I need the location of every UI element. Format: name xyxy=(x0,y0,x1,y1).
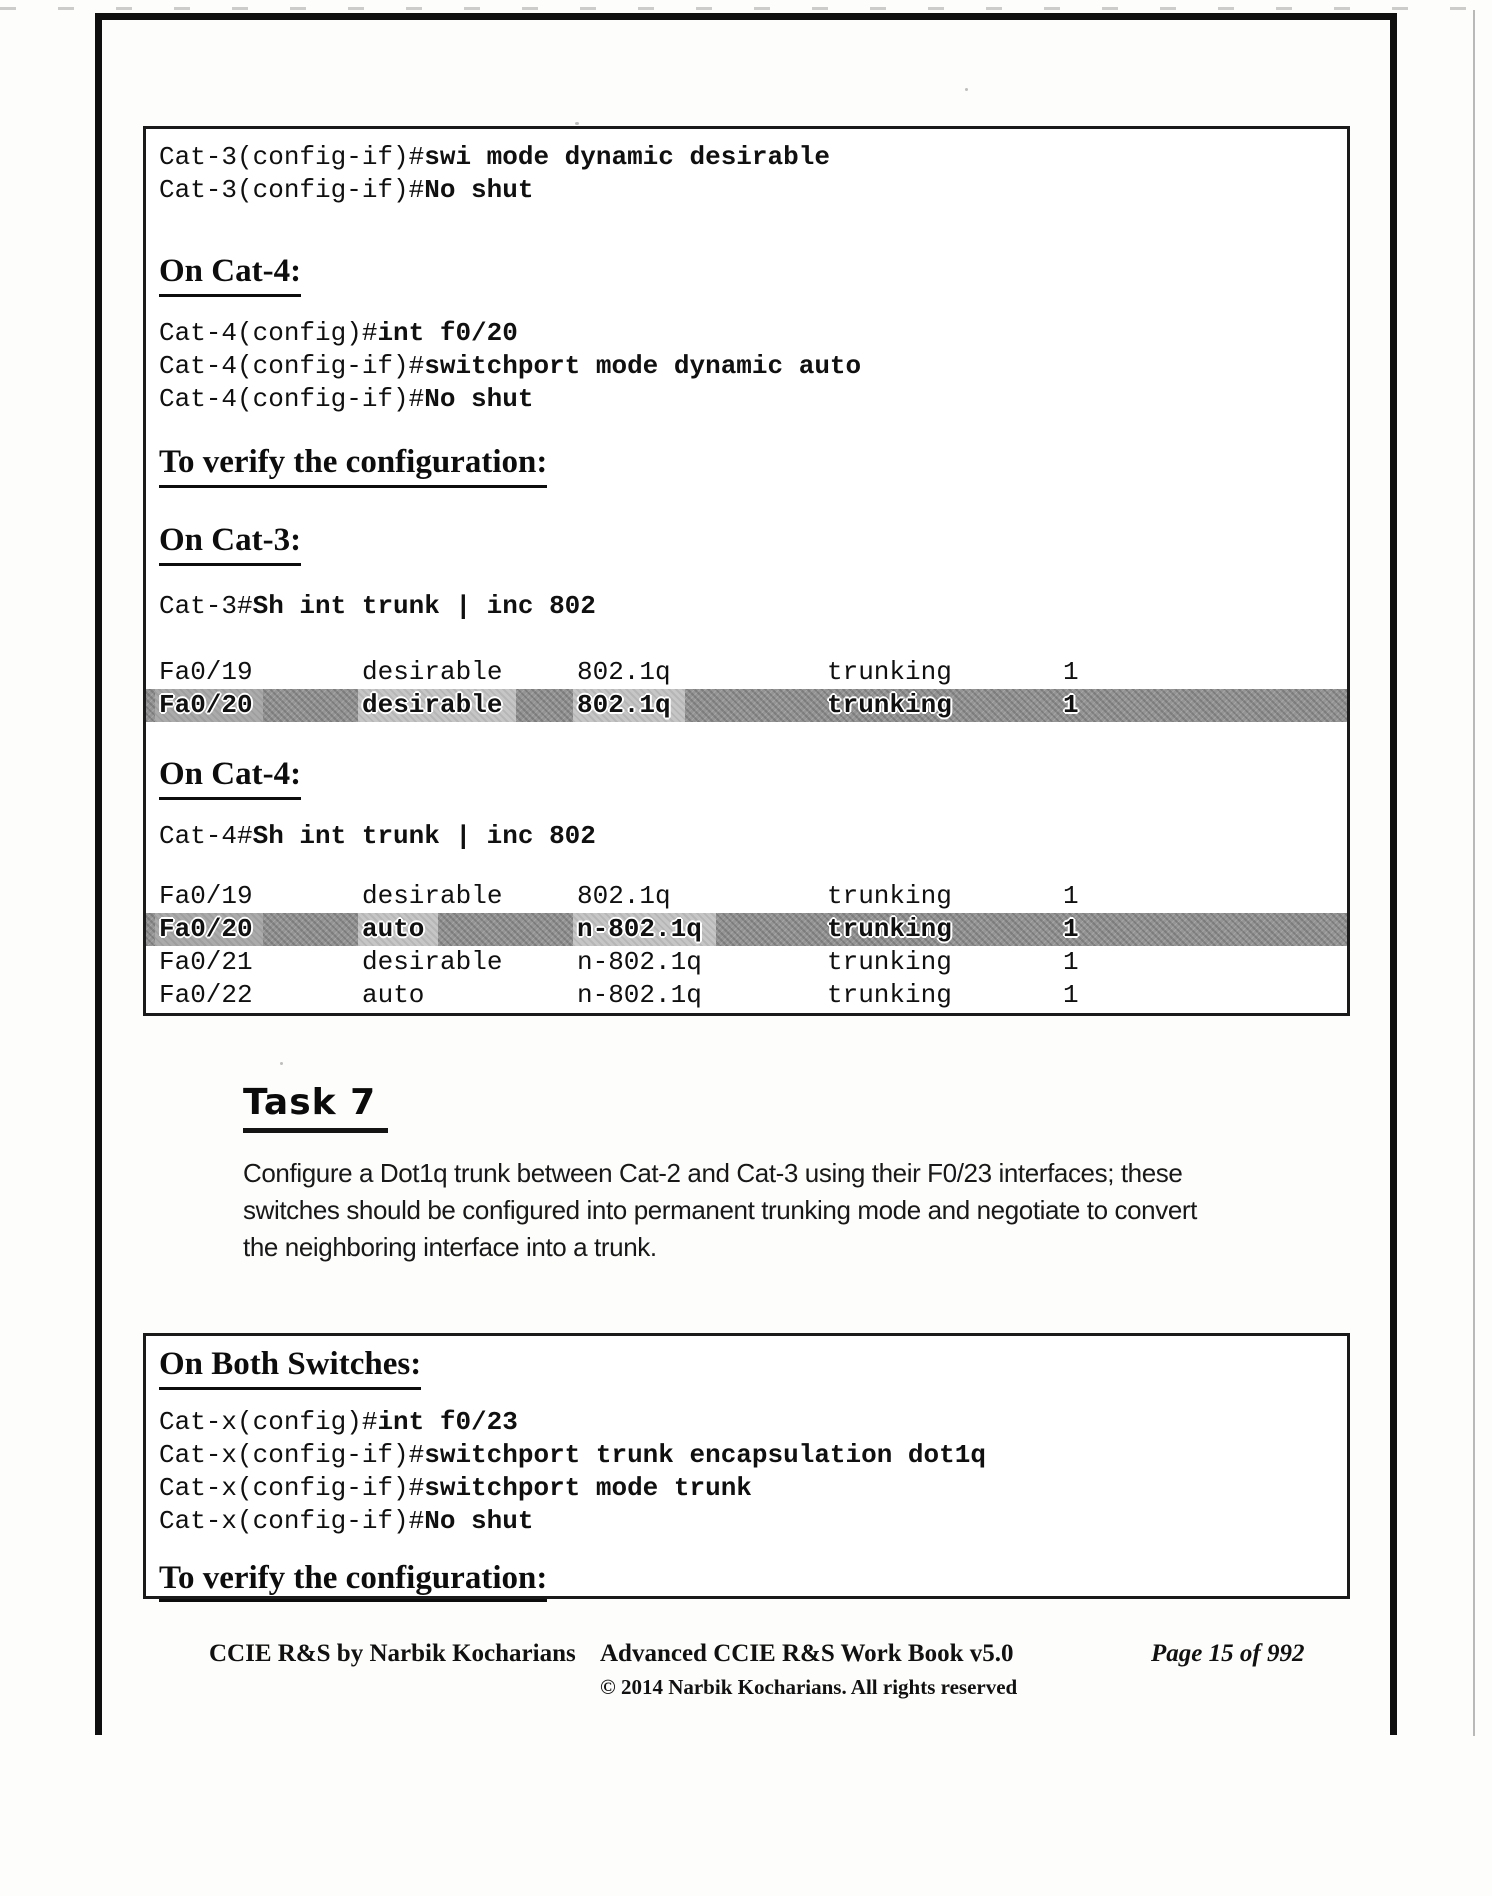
port-cell: Fa0/21 xyxy=(159,947,253,977)
section-heading-on-cat3 xyxy=(159,518,1337,566)
task-7-description xyxy=(243,1155,1197,1266)
native-vlan-cell: 1 xyxy=(1063,980,1079,1010)
section-heading-on-cat4-second xyxy=(159,752,1337,800)
section-heading-verify-bottom xyxy=(159,1558,1337,1602)
status-cell: trunking xyxy=(827,657,952,687)
native-vlan-cell: 1 xyxy=(1063,657,1079,687)
task-7-heading-label: Task 7 xyxy=(243,1082,377,1123)
encapsulation-cell: n-802.1q xyxy=(577,980,702,1010)
table-row-highlighted xyxy=(146,689,1347,722)
task-7-heading xyxy=(243,1082,388,1133)
native-vlan-cell: 1 xyxy=(1063,881,1079,911)
scan-speck xyxy=(575,122,579,125)
cli-prompt: Cat-3(config-if)# xyxy=(159,142,425,172)
section-heading-label: To verify the configuration: xyxy=(159,440,547,488)
cli-prompt: Cat-4(config-if)# xyxy=(159,351,425,381)
port-cell: Fa0/19 xyxy=(159,881,253,911)
trunk-table-cat4 xyxy=(159,880,1337,1012)
page-border-top xyxy=(95,13,1397,20)
page-border-left xyxy=(95,13,102,1735)
config-line xyxy=(159,141,1337,174)
cli-command: Sh int trunk | inc 802 xyxy=(252,591,596,621)
mode-cell: desirable xyxy=(362,657,503,687)
cli-command: int f0/20 xyxy=(377,318,518,348)
cli-prompt: Cat-4# xyxy=(159,821,253,851)
cli-prompt: Cat-x(config-if)# xyxy=(159,1440,425,1470)
task-7-description-line: switches should be configured into permanent trunking mode and negotiate to convert xyxy=(243,1195,1197,1225)
cli-command: Sh int trunk | inc 802 xyxy=(252,821,596,851)
section-heading-label: On Cat-3: xyxy=(159,518,301,566)
scan-speck xyxy=(965,88,968,91)
cli-command: int f0/23 xyxy=(377,1407,518,1437)
table-row xyxy=(159,979,1337,1012)
section-heading-on-both-switches xyxy=(159,1342,1337,1390)
native-vlan-cell: 1 xyxy=(1063,690,1079,720)
scan-artifact-right-edge-line xyxy=(1473,10,1475,1736)
config-line xyxy=(159,383,1337,416)
section-heading-on-cat4 xyxy=(159,249,1337,297)
encapsulation-cell: n-802.1q xyxy=(577,947,702,977)
config-line xyxy=(159,1406,1337,1439)
cli-prompt: Cat-4(config-if)# xyxy=(159,384,425,414)
task-7-description-line: the neighboring interface into a trunk. xyxy=(243,1232,657,1262)
task-7-description-line: Configure a Dot1q trunk between Cat-2 and Cat-3 using their F0/23 interfaces; these xyxy=(243,1158,1183,1188)
scan-artifact-top-dashes xyxy=(0,7,1492,10)
scan-speck xyxy=(280,1062,283,1065)
page-border-right xyxy=(1390,13,1397,1735)
footer-copyright: © 2014 Narbik Kocharians. All rights reserved xyxy=(600,1675,1018,1699)
show-command-line xyxy=(159,820,1337,853)
mode-cell: desirable xyxy=(362,947,503,977)
cli-command: switchport mode trunk xyxy=(424,1473,752,1503)
trunk-table-cat3 xyxy=(159,656,1337,722)
cli-prompt: Cat-3(config-if)# xyxy=(159,175,425,205)
table-row xyxy=(159,880,1337,913)
port-cell: Fa0/19 xyxy=(159,657,253,687)
status-cell: trunking xyxy=(827,690,952,720)
config-line xyxy=(159,1472,1337,1505)
config-line xyxy=(159,174,1337,207)
config-output-box-1 xyxy=(143,126,1350,1016)
config-line xyxy=(159,1505,1337,1538)
cli-command: No shut xyxy=(424,384,534,414)
mode-cell: auto xyxy=(362,980,425,1010)
encapsulation-cell: 802.1q xyxy=(577,657,671,687)
status-cell: trunking xyxy=(827,980,952,1010)
footer-book-info xyxy=(600,1640,1017,1700)
config-line xyxy=(159,317,1337,350)
cli-prompt: Cat-4(config)# xyxy=(159,318,378,348)
section-heading-label: On Cat-4: xyxy=(159,249,301,297)
mode-cell: auto xyxy=(362,913,577,946)
status-cell: trunking xyxy=(827,881,952,911)
encapsulation-cell: n-802.1q xyxy=(577,913,827,946)
section-heading-label: On Both Switches: xyxy=(159,1342,421,1390)
show-command-line xyxy=(159,590,1337,623)
cli-prompt: Cat-x(config-if)# xyxy=(159,1473,425,1503)
footer-book-title: Advanced CCIE R&S Work Book v5.0 xyxy=(600,1640,1014,1667)
section-heading-label: To verify the configuration: xyxy=(159,1558,547,1602)
config-line xyxy=(159,350,1337,383)
mode-cell: desirable xyxy=(362,881,503,911)
encapsulation-cell: 802.1q xyxy=(577,881,671,911)
cli-command: swi mode dynamic desirable xyxy=(424,142,830,172)
table-row xyxy=(159,946,1337,979)
section-heading-verify xyxy=(159,440,1337,488)
cli-prompt: Cat-3# xyxy=(159,591,253,621)
cli-prompt: Cat-x(config-if)# xyxy=(159,1506,425,1536)
cli-prompt: Cat-x(config)# xyxy=(159,1407,378,1437)
native-vlan-cell: 1 xyxy=(1063,914,1079,944)
cli-command: No shut xyxy=(424,175,534,205)
port-cell: Fa0/22 xyxy=(159,980,253,1010)
footer-page-number: Page 15 of 992 xyxy=(1151,1640,1305,1667)
table-row-highlighted xyxy=(146,913,1347,946)
cli-command: No shut xyxy=(424,1506,534,1536)
section-heading-label: On Cat-4: xyxy=(159,752,301,800)
status-cell: trunking xyxy=(827,947,952,977)
encapsulation-cell: 802.1q xyxy=(577,689,827,722)
mode-cell: desirable xyxy=(362,689,577,722)
status-cell: trunking xyxy=(827,914,952,944)
footer-author: CCIE R&S by Narbik Kocharians xyxy=(209,1640,576,1667)
port-cell: Fa0/20 xyxy=(159,689,362,722)
cli-command: switchport trunk encapsulation dot1q xyxy=(424,1440,986,1470)
config-output-box-2 xyxy=(143,1333,1350,1599)
table-row xyxy=(159,656,1337,689)
config-line xyxy=(159,1439,1337,1472)
port-cell: Fa0/20 xyxy=(159,913,362,946)
cli-command: switchport mode dynamic auto xyxy=(424,351,862,381)
native-vlan-cell: 1 xyxy=(1063,947,1079,977)
